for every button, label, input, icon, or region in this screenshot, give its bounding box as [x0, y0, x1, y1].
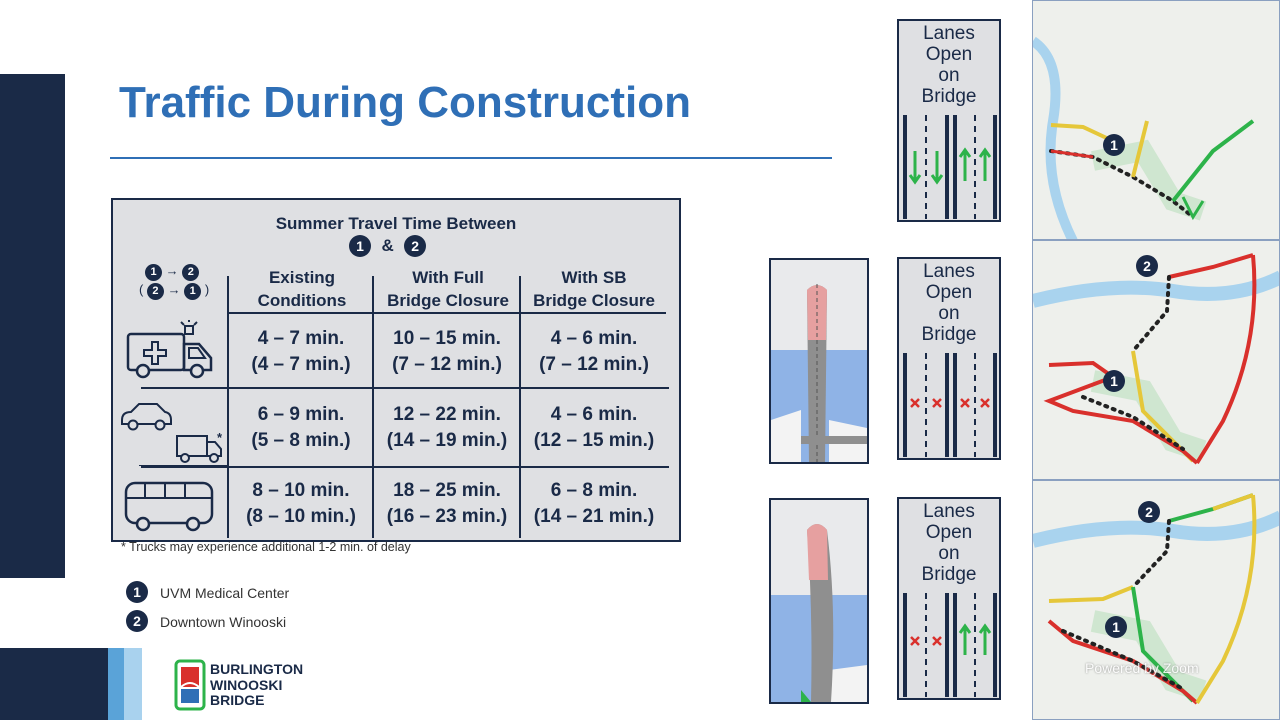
lanes-box-existing [897, 19, 1001, 222]
bridge-diagram-sb-closure [769, 498, 869, 704]
cell-bus-full: 18 – 25 min. (16 – 23 min.) [386, 480, 508, 527]
lanes-box-title: Lanes Open on Bridge [921, 261, 977, 345]
grid-hline [227, 312, 666, 314]
cell-bus-existing: 8 – 10 min. (8 – 10 min.) [246, 480, 356, 527]
cell-car-full: 12 – 22 min. (14 – 19 min.) [386, 404, 508, 451]
route-map-icon [1033, 241, 1280, 480]
col-header-sb-closure: With SB Bridge Closure [533, 268, 655, 310]
route-map-existing[interactable] [1032, 0, 1280, 240]
legend-label-1: UVM Medical Center [160, 585, 290, 601]
bus-icon [123, 480, 215, 532]
car-truck-icon [119, 398, 229, 466]
ambulance-icon [125, 320, 215, 380]
direction-key-2: ( 2 → 1 ) [139, 282, 209, 300]
lanes-box-sb-closure [897, 497, 1001, 700]
truck-asterisk: * [217, 430, 223, 445]
legend-badge-2: 2 [126, 610, 148, 632]
route-map-full-closure[interactable] [1032, 240, 1280, 480]
grid-vline [372, 276, 374, 538]
ampersand: & [381, 236, 394, 255]
legend-badge-1: 1 [126, 581, 148, 603]
table-title: Summer Travel Time Between [275, 214, 517, 233]
lanes-sb-closed-icon [899, 593, 999, 697]
footer-accent-dark [0, 648, 108, 720]
route-map-sb-closure[interactable] [1032, 480, 1280, 720]
table-title-numbers [349, 235, 426, 257]
cell-ambulance-existing: 4 – 7 min. (4 – 7 min.) [251, 328, 351, 375]
map-badge-1: 1 [1105, 616, 1127, 638]
col-header-existing: Existing Conditions [257, 268, 347, 310]
bridge-aerial-icon [771, 260, 867, 462]
cell-bus-sb: 6 – 8 min. (14 – 21 min.) [533, 480, 655, 527]
cell-ambulance-sb: 4 – 6 min. (7 – 12 min.) [539, 328, 649, 375]
travel-time-table [111, 198, 681, 542]
location-1-badge: 1 [349, 235, 371, 257]
cell-ambulance-full: 10 – 15 min. (7 – 12 min.) [392, 328, 502, 375]
map-badge-1: 1 [1103, 134, 1125, 156]
bridge-diagram-full-closure [769, 258, 869, 464]
bridge-aerial-icon [771, 500, 867, 702]
bridge-logo-icon [174, 657, 206, 711]
col-header-full-closure: With Full Bridge Closure [387, 268, 509, 310]
grid-hline [141, 387, 669, 389]
direction-key-1: 1 → 2 [145, 263, 199, 281]
location-2-badge: 2 [404, 235, 426, 257]
logo-text: BURLINGTON WINOOSKI BRIDGE [210, 661, 304, 708]
cell-car-existing: 6 – 9 min. (5 – 8 min.) [251, 404, 351, 451]
left-accent-bar [0, 74, 65, 578]
footnote: * Trucks may experience additional 1-2 min. of delay [121, 540, 411, 554]
grid-hline [141, 466, 669, 468]
lanes-box-title: Lanes Open on Bridge [921, 23, 977, 107]
lanes-open-all-icon [899, 115, 999, 219]
slide-title: Traffic During Construction [119, 78, 691, 127]
lanes-box-title: Lanes Open on Bridge [921, 501, 977, 585]
route-map-icon [1033, 1, 1280, 240]
lanes-closed-all-icon [899, 353, 999, 457]
map-badge-2: 2 [1136, 255, 1158, 277]
map-badge-1: 1 [1103, 370, 1125, 392]
map-badge-2: 2 [1138, 501, 1160, 523]
cell-car-sb: 4 – 6 min. (12 – 15 min.) [533, 404, 655, 451]
title-divider [110, 157, 832, 159]
legend-label-2: Downtown Winooski [160, 614, 287, 630]
zoom-watermark: Powered by Zoom [1085, 660, 1199, 676]
lanes-box-full-closure [897, 257, 1001, 460]
